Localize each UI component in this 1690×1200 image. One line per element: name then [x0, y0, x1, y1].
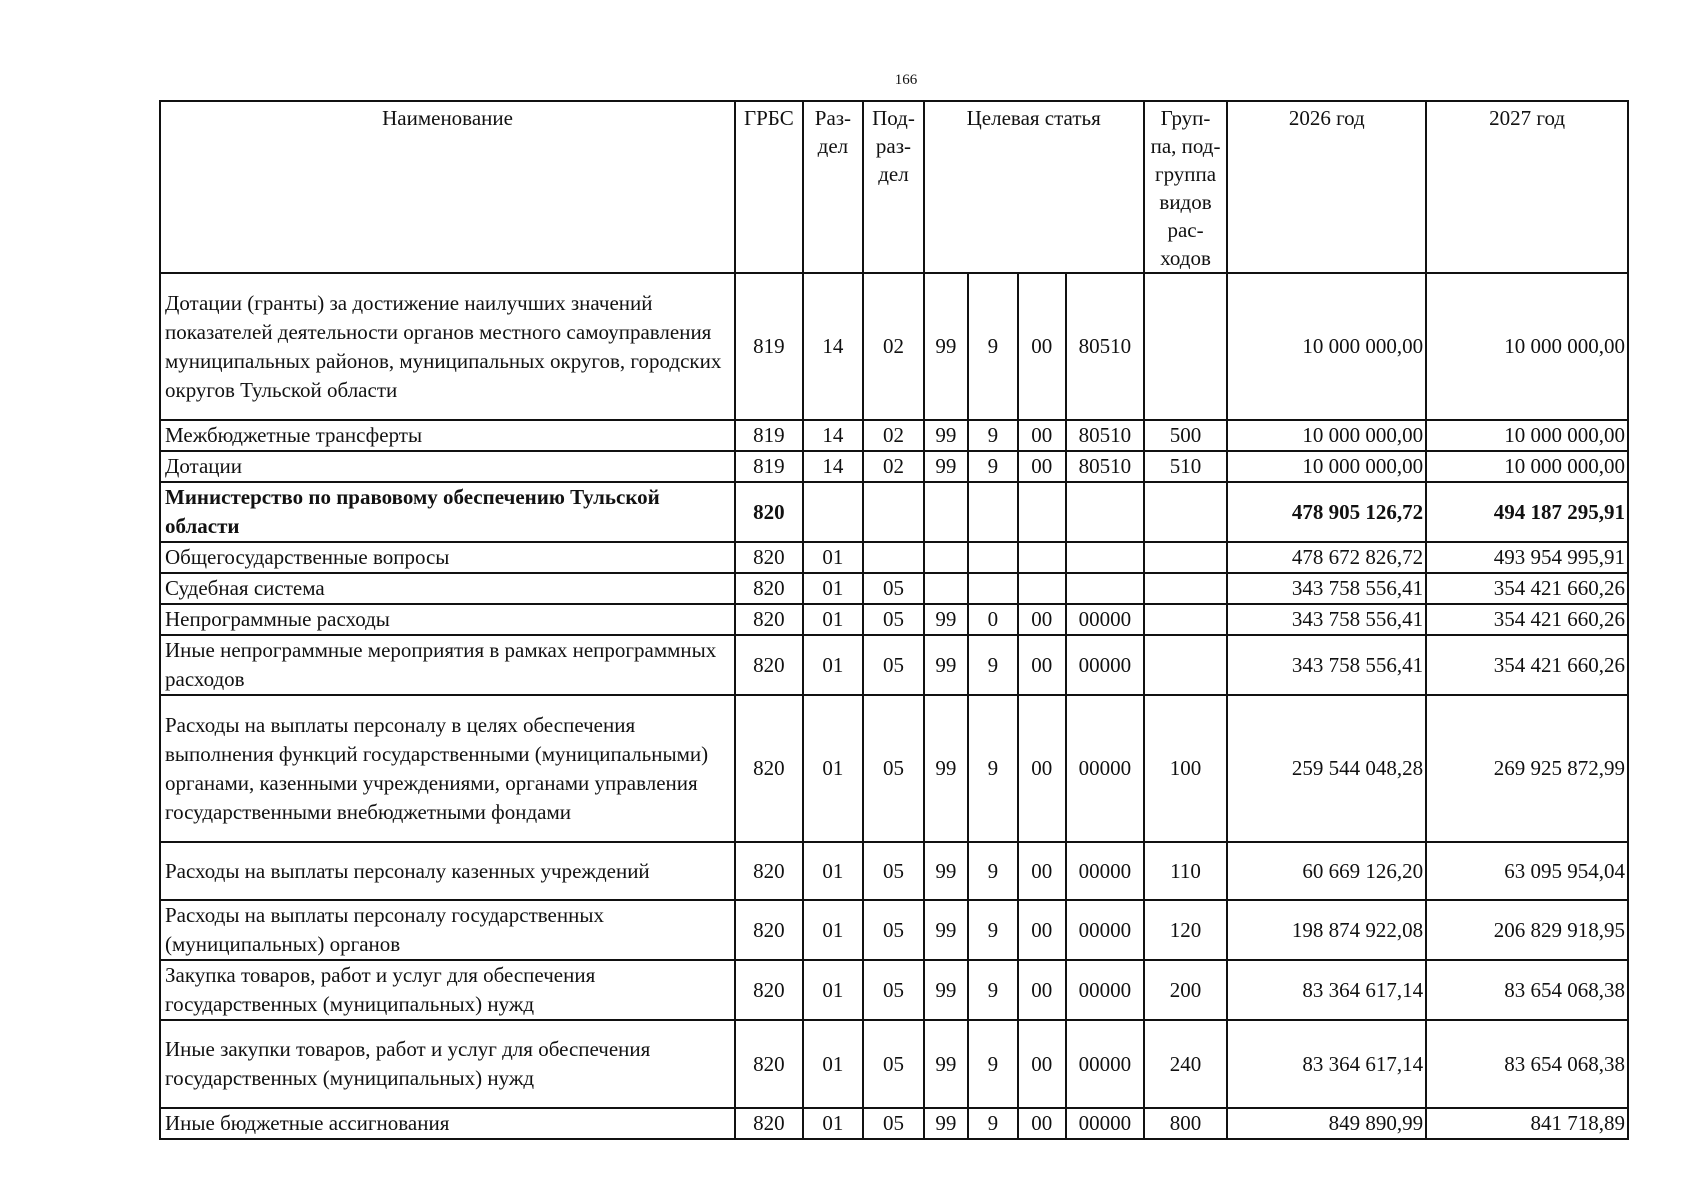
- target-part-1-cell: 99: [924, 420, 968, 451]
- expense-group-cell: 510: [1144, 451, 1228, 482]
- table-row: [160, 482, 1628, 542]
- table-row: [160, 573, 1628, 604]
- amount-2027-cell: 354 421 660,26: [1426, 635, 1628, 695]
- subsection-cell: 05: [863, 960, 924, 1020]
- header-2026: 2026 год: [1227, 101, 1426, 273]
- target-part-3-cell: 00: [1018, 960, 1066, 1020]
- target-part-2-cell: 9: [968, 273, 1017, 420]
- amount-2026-cell: 343 758 556,41: [1227, 635, 1426, 695]
- expense-group-cell: [1144, 604, 1228, 635]
- row-name: Иные бюджетные ассигнования: [160, 1108, 735, 1139]
- grbs-cell: 820: [735, 573, 803, 604]
- target-part-2-cell: 9: [968, 420, 1017, 451]
- amount-2027-cell: 206 829 918,95: [1426, 900, 1628, 960]
- row-name: Расходы на выплаты персоналу государственных (муниципальных) органов: [160, 900, 735, 960]
- budget-table: [159, 100, 1629, 1140]
- amount-2027-cell: 63 095 954,04: [1426, 842, 1628, 900]
- target-part-2-cell: 9: [968, 900, 1017, 960]
- target-part-1-cell: 99: [924, 960, 968, 1020]
- amount-2026-cell: 10 000 000,00: [1227, 451, 1426, 482]
- table-row: [160, 900, 1628, 960]
- row-name: Непрограммные расходы: [160, 604, 735, 635]
- target-part-4-cell: [1066, 573, 1144, 604]
- table-row: [160, 1020, 1628, 1108]
- table-row: [160, 842, 1628, 900]
- header-name: Наименование: [160, 101, 735, 273]
- expense-group-cell: 240: [1144, 1020, 1228, 1108]
- amount-2026-cell: 10 000 000,00: [1227, 273, 1426, 420]
- target-part-4-cell: 00000: [1066, 635, 1144, 695]
- amount-2027-cell: 354 421 660,26: [1426, 604, 1628, 635]
- amount-2027-cell: 10 000 000,00: [1426, 451, 1628, 482]
- target-part-4-cell: 80510: [1066, 420, 1144, 451]
- row-name: Расходы на выплаты персоналу казенных учреждений: [160, 842, 735, 900]
- header-subsection: Под- раз- дел: [863, 101, 924, 273]
- row-name: Закупка товаров, работ и услуг для обеспечения государственных (муниципальных) нужд: [160, 960, 735, 1020]
- amount-2027-cell: 10 000 000,00: [1426, 420, 1628, 451]
- target-part-2-cell: [968, 482, 1017, 542]
- amount-2026-cell: 478 905 126,72: [1227, 482, 1426, 542]
- grbs-cell: 820: [735, 635, 803, 695]
- grbs-cell: 820: [735, 482, 803, 542]
- expense-group-cell: 110: [1144, 842, 1228, 900]
- amount-2026-cell: 83 364 617,14: [1227, 1020, 1426, 1108]
- subsection-cell: 02: [863, 273, 924, 420]
- target-part-4-cell: 80510: [1066, 273, 1144, 420]
- subsection-cell: 05: [863, 635, 924, 695]
- target-part-2-cell: 9: [968, 1020, 1017, 1108]
- expense-group-cell: [1144, 273, 1228, 420]
- table-row: [160, 635, 1628, 695]
- subsection-cell: 05: [863, 842, 924, 900]
- table-row: [160, 451, 1628, 482]
- table-row: [160, 273, 1628, 420]
- amount-2027-cell: 83 654 068,38: [1426, 960, 1628, 1020]
- target-part-4-cell: 00000: [1066, 960, 1144, 1020]
- target-part-4-cell: 00000: [1066, 695, 1144, 842]
- target-part-1-cell: 99: [924, 1020, 968, 1108]
- grbs-cell: 820: [735, 842, 803, 900]
- expense-group-cell: [1144, 573, 1228, 604]
- subsection-cell: 02: [863, 451, 924, 482]
- target-part-2-cell: 0: [968, 604, 1017, 635]
- table-row: [160, 695, 1628, 842]
- amount-2026-cell: 83 364 617,14: [1227, 960, 1426, 1020]
- header-section: Раз- дел: [803, 101, 864, 273]
- grbs-cell: 820: [735, 695, 803, 842]
- grbs-cell: 820: [735, 542, 803, 573]
- target-part-3-cell: [1018, 542, 1066, 573]
- target-part-3-cell: 00: [1018, 604, 1066, 635]
- target-part-1-cell: 99: [924, 273, 968, 420]
- section-cell: 01: [803, 842, 864, 900]
- section-cell: [803, 482, 864, 542]
- section-cell: 01: [803, 542, 864, 573]
- subsection-cell: 05: [863, 573, 924, 604]
- table-header-row: [160, 101, 1628, 273]
- table-row: [160, 542, 1628, 573]
- section-cell: 14: [803, 273, 864, 420]
- expense-group-cell: 100: [1144, 695, 1228, 842]
- subsection-cell: [863, 542, 924, 573]
- section-cell: 01: [803, 960, 864, 1020]
- subsection-cell: 05: [863, 695, 924, 842]
- target-part-4-cell: 00000: [1066, 604, 1144, 635]
- section-cell: 01: [803, 900, 864, 960]
- expense-group-cell: 200: [1144, 960, 1228, 1020]
- target-part-4-cell: [1066, 542, 1144, 573]
- amount-2027-cell: 269 925 872,99: [1426, 695, 1628, 842]
- target-part-4-cell: 00000: [1066, 1108, 1144, 1139]
- row-name: Дотации (гранты) за достижение наилучших значений показателей деятельности органов местного самоуправления муниципальных районов, муниципальных округов, городских округов Тульской области: [160, 273, 735, 420]
- grbs-cell: 820: [735, 1108, 803, 1139]
- header-expense-group: Груп- па, под- группа видов рас- ходов: [1144, 101, 1228, 273]
- target-part-1-cell: [924, 573, 968, 604]
- target-part-3-cell: [1018, 573, 1066, 604]
- target-part-4-cell: [1066, 482, 1144, 542]
- grbs-cell: 820: [735, 1020, 803, 1108]
- table-row: [160, 420, 1628, 451]
- row-name: Общегосударственные вопросы: [160, 542, 735, 573]
- subsection-cell: 05: [863, 604, 924, 635]
- row-name: Межбюджетные трансферты: [160, 420, 735, 451]
- target-part-1-cell: [924, 542, 968, 573]
- grbs-cell: 819: [735, 420, 803, 451]
- grbs-cell: 820: [735, 900, 803, 960]
- expense-group-cell: [1144, 542, 1228, 573]
- amount-2026-cell: 478 672 826,72: [1227, 542, 1426, 573]
- amount-2026-cell: 343 758 556,41: [1227, 604, 1426, 635]
- target-part-1-cell: 99: [924, 842, 968, 900]
- section-cell: 01: [803, 604, 864, 635]
- table-row: [160, 604, 1628, 635]
- amount-2027-cell: 10 000 000,00: [1426, 273, 1628, 420]
- subsection-cell: 02: [863, 420, 924, 451]
- expense-group-cell: 500: [1144, 420, 1228, 451]
- table-row: [160, 960, 1628, 1020]
- target-part-1-cell: 99: [924, 695, 968, 842]
- target-part-1-cell: 99: [924, 451, 968, 482]
- row-name: Расходы на выплаты персоналу в целях обеспечения выполнения функций государственными (муниципальными) органами, казенными учреждениями, органами управления государственными внебюджетными фондами: [160, 695, 735, 842]
- row-name: Иные закупки товаров, работ и услуг для обеспечения государственных (муниципальных) нужд: [160, 1020, 735, 1108]
- subsection-cell: [863, 482, 924, 542]
- subsection-cell: 05: [863, 1020, 924, 1108]
- expense-group-cell: 120: [1144, 900, 1228, 960]
- target-part-2-cell: 9: [968, 960, 1017, 1020]
- section-cell: 01: [803, 695, 864, 842]
- section-cell: 01: [803, 635, 864, 695]
- target-part-3-cell: 00: [1018, 1108, 1066, 1139]
- target-part-4-cell: 00000: [1066, 1020, 1144, 1108]
- target-part-1-cell: 99: [924, 604, 968, 635]
- target-part-2-cell: 9: [968, 842, 1017, 900]
- amount-2027-cell: 83 654 068,38: [1426, 1020, 1628, 1108]
- subsection-cell: 05: [863, 900, 924, 960]
- target-part-3-cell: 00: [1018, 420, 1066, 451]
- amount-2026-cell: 60 669 126,20: [1227, 842, 1426, 900]
- row-name: Дотации: [160, 451, 735, 482]
- target-part-3-cell: 00: [1018, 1020, 1066, 1108]
- expense-group-cell: [1144, 482, 1228, 542]
- target-part-2-cell: 9: [968, 695, 1017, 842]
- amount-2026-cell: 849 890,99: [1227, 1108, 1426, 1139]
- header-target-article: Целевая статья: [924, 101, 1144, 273]
- header-2027: 2027 год: [1426, 101, 1628, 273]
- target-part-3-cell: 00: [1018, 273, 1066, 420]
- section-cell: 01: [803, 1020, 864, 1108]
- amount-2027-cell: 494 187 295,91: [1426, 482, 1628, 542]
- target-part-1-cell: [924, 482, 968, 542]
- section-cell: 14: [803, 420, 864, 451]
- header-grbs: ГРБС: [735, 101, 803, 273]
- section-cell: 14: [803, 451, 864, 482]
- amount-2027-cell: 493 954 995,91: [1426, 542, 1628, 573]
- target-part-3-cell: 00: [1018, 842, 1066, 900]
- section-cell: 01: [803, 1108, 864, 1139]
- row-name: Иные непрограммные мероприятия в рамках непрограммных расходов: [160, 635, 735, 695]
- grbs-cell: 819: [735, 273, 803, 420]
- amount-2026-cell: 343 758 556,41: [1227, 573, 1426, 604]
- section-cell: 01: [803, 573, 864, 604]
- grbs-cell: 820: [735, 604, 803, 635]
- target-part-3-cell: 00: [1018, 695, 1066, 842]
- page-number: 166: [894, 72, 918, 88]
- amount-2027-cell: 841 718,89: [1426, 1108, 1628, 1139]
- target-part-2-cell: 9: [968, 635, 1017, 695]
- target-part-2-cell: 9: [968, 1108, 1017, 1139]
- target-part-4-cell: 00000: [1066, 900, 1144, 960]
- grbs-cell: 820: [735, 960, 803, 1020]
- target-part-3-cell: 00: [1018, 900, 1066, 960]
- target-part-3-cell: 00: [1018, 451, 1066, 482]
- row-name: Министерство по правовому обеспечению Тульской области: [160, 482, 735, 542]
- amount-2026-cell: 198 874 922,08: [1227, 900, 1426, 960]
- expense-group-cell: [1144, 635, 1228, 695]
- target-part-2-cell: [968, 573, 1017, 604]
- target-part-3-cell: 00: [1018, 635, 1066, 695]
- target-part-1-cell: 99: [924, 900, 968, 960]
- table-row: [160, 1108, 1628, 1139]
- target-part-1-cell: 99: [924, 1108, 968, 1139]
- amount-2027-cell: 354 421 660,26: [1426, 573, 1628, 604]
- amount-2026-cell: 10 000 000,00: [1227, 420, 1426, 451]
- grbs-cell: 819: [735, 451, 803, 482]
- row-name: Судебная система: [160, 573, 735, 604]
- expense-group-cell: 800: [1144, 1108, 1228, 1139]
- target-part-2-cell: 9: [968, 451, 1017, 482]
- target-part-4-cell: 80510: [1066, 451, 1144, 482]
- target-part-1-cell: 99: [924, 635, 968, 695]
- target-part-4-cell: 00000: [1066, 842, 1144, 900]
- target-part-3-cell: [1018, 482, 1066, 542]
- target-part-2-cell: [968, 542, 1017, 573]
- amount-2026-cell: 259 544 048,28: [1227, 695, 1426, 842]
- subsection-cell: 05: [863, 1108, 924, 1139]
